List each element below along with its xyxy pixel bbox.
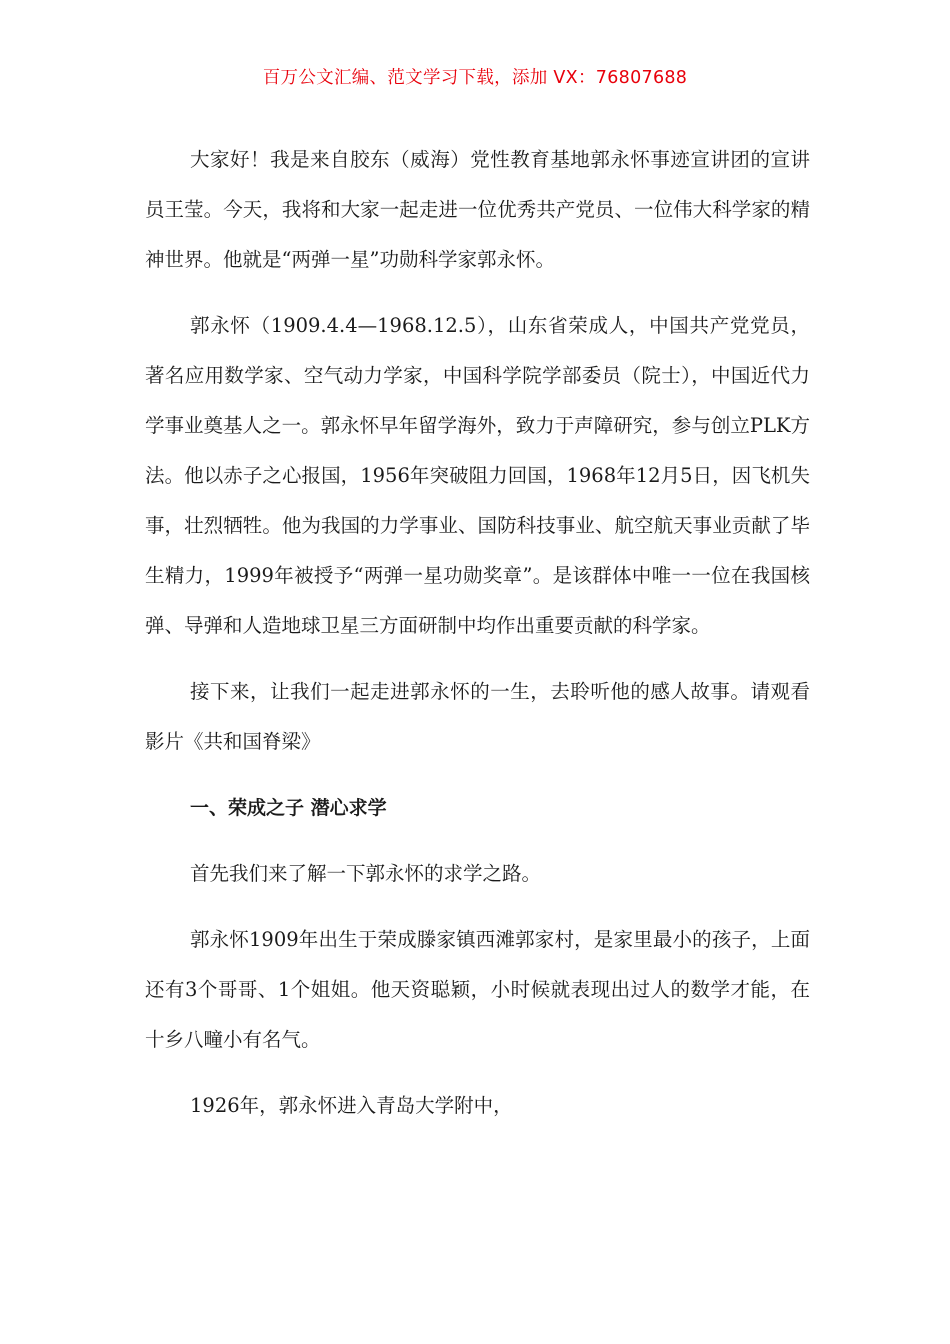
- biography-paragraph: 郭永怀（1909.4.4—1968.12.5），山东省荣成人，中国共产党党员，著名应用数学家、空气动力学家，中国科学院学部委员（院士），中国近代力学事业奠基人之一。郭永怀早年留学海外，致力于声障研究，参与创立PLK方法。他以赤子之心报国，1956年突破阻力回国，1968年12月5日，因飞机失事，壮烈牺牲。他为我国的力学事业、国防科技事业、航空航天事业贡献了毕生精力，1999年被授予“两弹一星功勋奖章”。是该群体中唯一一位在我国核弹、导弹和人造地球卫星三方面研制中均作出重要贡献的科学家。: [145, 314, 810, 637]
- intro-paragraph: 大家好！我是来自胶东（威海）党性教育基地郭永怀事迹宣讲团的宣讲员王莹。今天，我将和大家一起走进一位优秀共产党员、一位伟大科学家的精神世界。他就是“两弹一星”功勋科学家郭永怀。: [145, 148, 810, 271]
- document-body: [145, 135, 810, 1131]
- watermark-header: 百万公文汇编、范文学习下载，添加 VX：76807688: [262, 68, 688, 88]
- study-path-paragraph: 首先我们来了解一下郭永怀的求学之路。: [190, 862, 542, 885]
- section-heading: 一、荣成之子 潜心求学: [190, 797, 387, 819]
- film-intro-paragraph: 接下来，让我们一起走进郭永怀的一生，去聆听他的感人故事。请观看影片《共和国脊梁》: [145, 680, 810, 753]
- school-paragraph: 1926年，郭永怀进入青岛大学附中，: [190, 1094, 513, 1117]
- birth-paragraph: 郭永怀1909年出生于荣成滕家镇西滩郭家村，是家里最小的孩子，上面还有3个哥哥、1个姐姐。他天资聪颖，小时候就表现出过人的数学才能，在十乡八疃小有名气。: [145, 928, 810, 1051]
